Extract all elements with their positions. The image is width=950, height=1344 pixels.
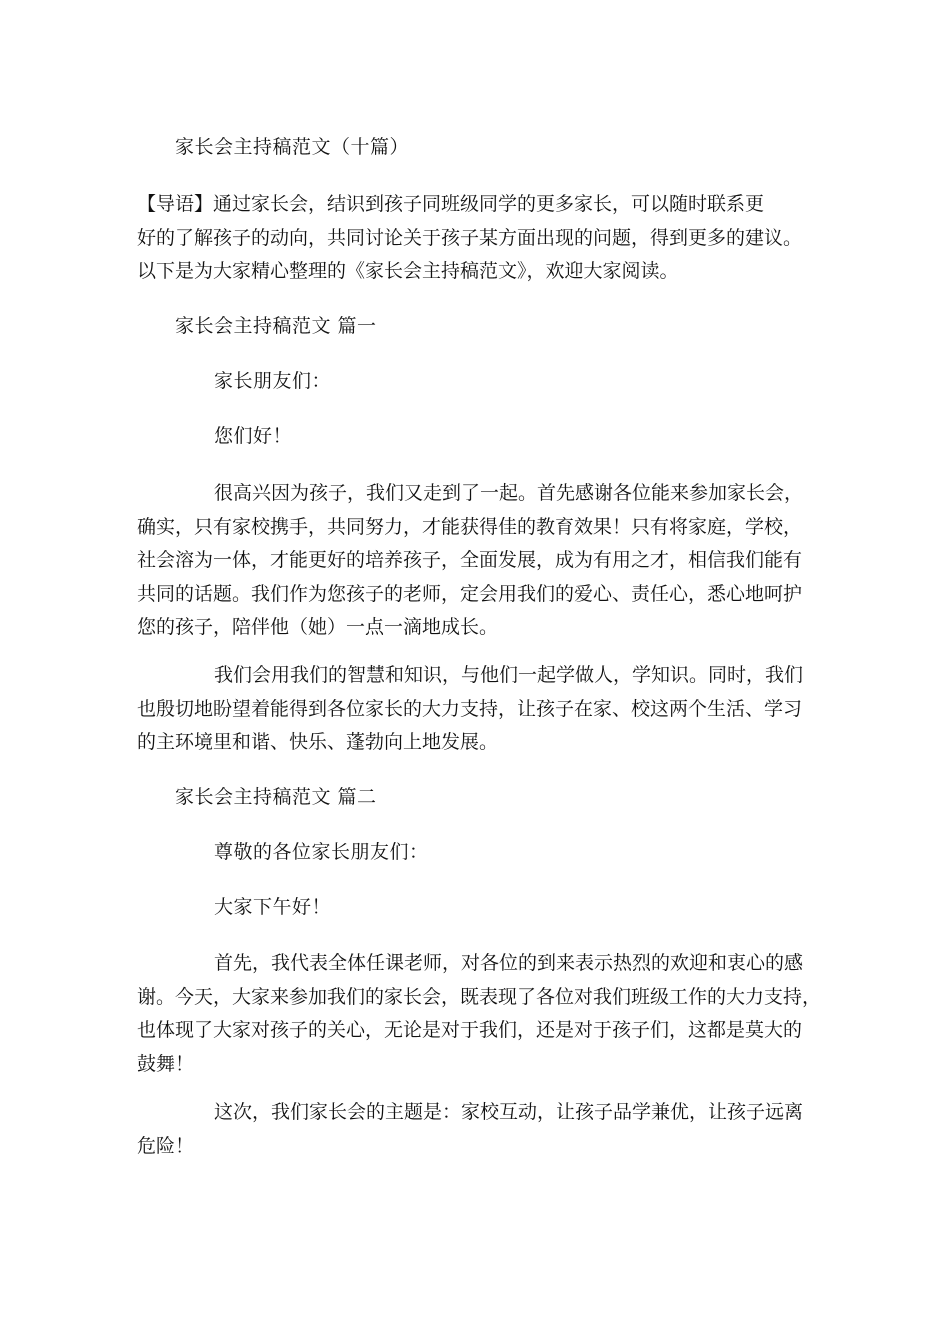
section-heading-2: 家长会主持稿范文 篇二 — [175, 786, 377, 808]
intro-line: 以下是为大家精心整理的《家长会主持稿范文》，欢迎大家阅读。 — [137, 260, 679, 282]
salutation-2: 尊敬的各位家长朋友们： — [214, 841, 429, 863]
paragraph-line: 谢。今天，大家来参加我们的家长会，既表现了各位对我们班级工作的大力支持， — [137, 985, 822, 1008]
paragraph-line: 确实，只有家校携手，共同努力，才能获得佳的教育效果！只有将家庭，学校， — [137, 515, 803, 538]
paragraph-line: 社会溶为一体，才能更好的培养孩子，全面发展，成为有用之才，相信我们能有 — [137, 549, 803, 571]
paragraph-line: 也殷切地盼望着能得到各位家长的大力支持，让孩子在家、校这两个生活、学习 — [137, 697, 803, 720]
paragraph-line: 的主环境里和谐、快乐、蓬勃向上地发展。 — [137, 731, 499, 753]
greeting-1: 您们好！ — [214, 425, 293, 447]
paragraph-line: 也体现了大家对孩子的关心，无论是对于我们，还是对于孩子们，这都是莫大的 — [137, 1019, 803, 1041]
section-heading-1: 家长会主持稿范文 篇一 — [175, 315, 377, 337]
intro-line: 【导语】通过家长会，结识到孩子同班级同学的更多家长，可以随时联系更 — [137, 193, 765, 215]
section2-paragraph-2 — [137, 1096, 817, 1163]
intro-paragraph — [137, 188, 817, 289]
paragraph-line: 我们会用我们的智慧和知识，与他们一起学做人，学知识。同时，我们 — [214, 664, 804, 686]
salutation-1: 家长朋友们： — [214, 370, 332, 392]
paragraph-line: 共同的话题。我们作为您孩子的老师，定会用我们的爱心、责任心，悉心地呵护 — [137, 582, 803, 605]
paragraph-line: 这次，我们家长会的主题是：家校互动，让孩子品学兼优，让孩子远离 — [214, 1101, 804, 1123]
paragraph-line: 鼓舞！ — [137, 1052, 195, 1075]
document-title: 家长会主持稿范文（十篇） — [175, 136, 410, 158]
paragraph-line: 首先，我代表全体任课老师，对各位的到来表示热烈的欢迎和衷心的感 — [214, 952, 804, 974]
greeting-2: 大家下午好！ — [214, 896, 332, 918]
paragraph-line: 危险！ — [137, 1134, 195, 1157]
paragraph-line: 很高兴因为孩子，我们又走到了一起。首先感谢各位能来参加家长会， — [214, 482, 804, 504]
paragraph-line: 您的孩子，陪伴他（她）一点一滴地成长。 — [137, 616, 499, 638]
section1-paragraph-2 — [137, 659, 817, 760]
intro-line: 好的了解孩子的动向，共同讨论关于孩子某方面出现的问题，得到更多的建议。 — [137, 226, 803, 249]
section2-paragraph-1 — [137, 947, 822, 1081]
section1-paragraph-1 — [137, 477, 817, 645]
